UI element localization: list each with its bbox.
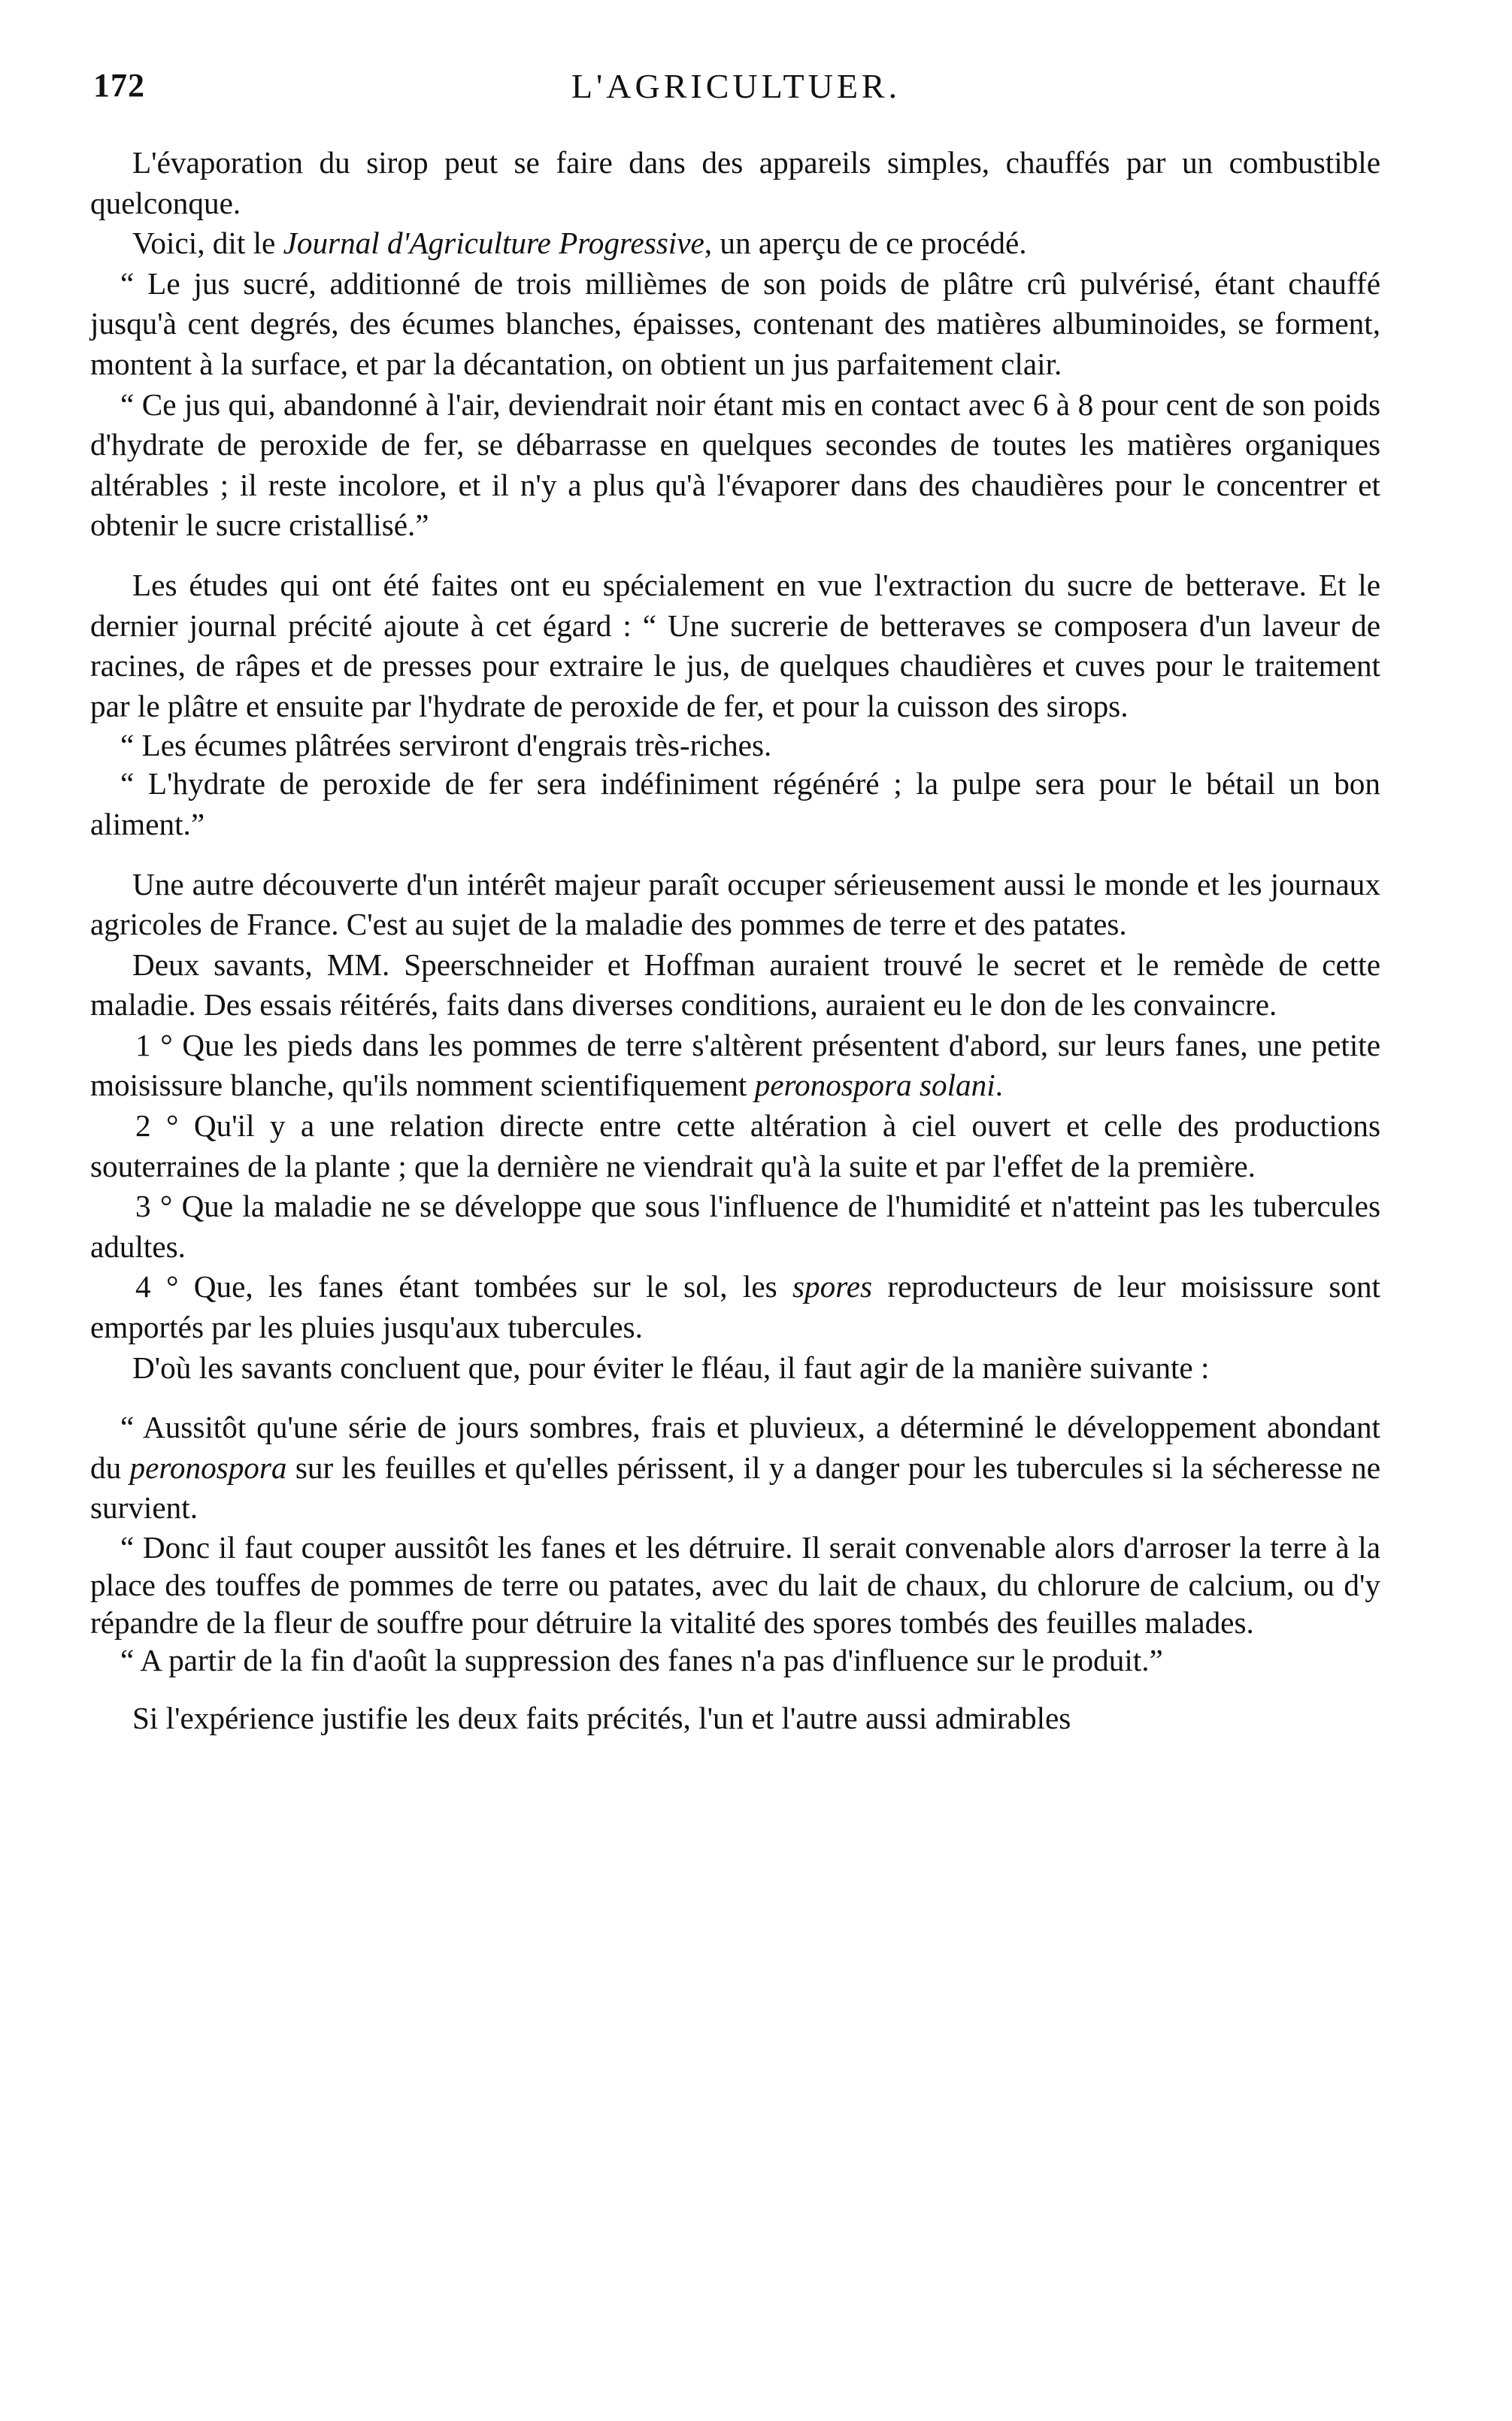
quote-jus-sucre: “ Le jus sucré, additionné de trois millièmes de son poids de plâtre crû pulvérisé, étant chauffé jusqu'à cent degrés, des écumes blanches, épaisses, contenant des matières albuminoides, se forment, montent à la surface, et par la décantation, on obtient un jus parfaitement clair. [90, 265, 1380, 381]
quote-ecumes: “ Les écumes plâtrées serviront d'engrais très-riches. [120, 728, 772, 763]
quote-aout: “ A partir de la fin d'août la suppression des fanes n'a pas d'influence sur le produit.” [120, 1643, 1163, 1677]
page-header [93, 66, 1379, 114]
journal-title: Journal d'Agriculture Progressive [283, 226, 704, 261]
peronospora-term: peronospora [129, 1450, 287, 1485]
page-number: 172 [93, 67, 145, 104]
quote-aussitot: “ Aussitôt qu'une série de jours sombres, frais et pluvieux, a déterminé le développement abondant du peronospora sur les feuilles et qu'elles périssent, il y a danger pour les tubercules si la sécheresse ne survient. [90, 1410, 1381, 1526]
quote-ce-jus: “ Ce jus qui, abandonné à l'air, deviendrait noir étant mis en contact avec 6 à 8 pour cent de son poids d'hydrate de peroxide de fer, se débarrasse en quelques secondes de toutes les matières organiques altérables ; il reste incolore, et il n'y a plus qu'à l'évaporer dans des chaudières pour le concentrer et obtenir le sucre cristallisé.” [90, 386, 1380, 543]
paragraph-evaporation: L'évaporation du sirop peut se faire dans des appareils simples, chauffés par un combustible quelconque. [90, 145, 1380, 220]
species-name: peronospora solani [754, 1068, 995, 1103]
list-item-2: 2 ° Qu'il y a une relation directe entre cette altération à ciel ouvert et celle des productions souterraines de la plante ; que la dernière ne viendrait qu'à la suite et par l'effet de la première. [90, 1108, 1380, 1183]
paragraph-decouverte: Une autre découverte d'un intérêt majeur paraît occuper sérieusement aussi le monde et les journaux agricoles de France. C'est au sujet de la maladie des pommes de terre et des patates. [90, 866, 1380, 942]
paragraph-conclusion: D'où les savants concluent que, pour éviter le fléau, il faut agir de la manière suivante : [132, 1350, 1210, 1385]
paragraph-savants: Deux savants, MM. Speerschneider et Hoffman auraient trouvé le secret et le remède de cette maladie. Des essais réitérés, faits dans diverses conditions, auraient eu le don de les convaincre. [90, 947, 1380, 1023]
spores-term: spores [792, 1269, 873, 1304]
paragraph-journal-intro: Voici, dit le Journal d'Agriculture Progressive, un aperçu de ce procédé. [132, 226, 1027, 261]
list-item-3: 3 ° Que la maladie ne se développe que sous l'influence de l'humidité et n'atteint pas les tubercules adultes. [90, 1189, 1380, 1264]
running-title: L'AGRICULTUER. [571, 67, 901, 105]
paragraph-etudes: Les études qui ont été faites ont eu spécialement en vue l'extraction du sucre de betterave. Et le dernier journal précité ajoute à cet égard : “ Une sucrerie de betteraves se composera d'un laveur de racines, de râpes et de presses pour extraire le jus, de quelques chaudières et cuves pour le traitement par le plâtre et ensuite par l'hydrate de peroxide de fer, et pour la cuisson des sirops. [90, 567, 1380, 723]
body-text [90, 143, 1380, 1739]
list-item-4: 4 ° Que, les fanes étant tombées sur le sol, les spores reproducteurs de leur moisissure sont emportés par les pluies jusqu'aux tubercules. [90, 1269, 1380, 1345]
paragraph-experience: Si l'expérience justifie les deux faits précités, l'un et l'autre aussi admirables [132, 1701, 1071, 1735]
quote-hydrate: “ L'hydrate de peroxide de fer sera indéfiniment régénéré ; la pulpe sera pour le bétail un bon aliment.” [90, 766, 1380, 841]
quote-couper: “ Donc il faut couper aussitôt les fanes et les détruire. Il serait convenable alors d'arroser la terre à la place des touffes de pommes de terre ou patates, avec du lait de chaux, du chlorure de calcium, ou d'y répandre de la fleur de souffre pour détruire la vitalité des spores tombés des feuilles malades. [90, 1530, 1380, 1640]
list-item-1: 1 ° Que les pieds dans les pommes de terre s'altèrent présentent d'abord, sur leurs fanes, une petite moisissure blanche, qu'ils nomment scientifiquement peronospora solani. [90, 1027, 1380, 1103]
